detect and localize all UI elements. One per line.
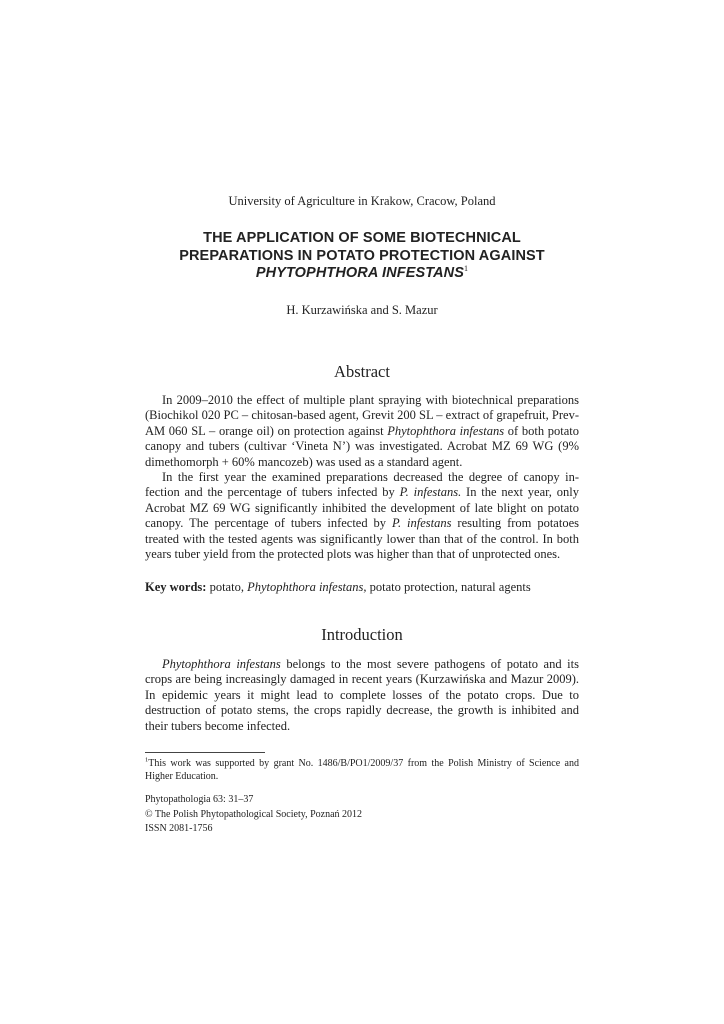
footnote-divider — [145, 752, 265, 753]
introduction-paragraph-1 — [145, 657, 579, 734]
introduction-body — [145, 657, 579, 734]
abstract-paragraph-1 — [145, 393, 579, 470]
issn-line: ISSN 2081-1756 — [145, 823, 213, 834]
introduction-species: Phytophthora infestans — [162, 657, 281, 671]
title-line-3 — [110, 265, 614, 283]
title-line-1: THE APPLICATION OF SOME BIOTECHNICAL — [203, 230, 521, 246]
keywords-label: Key words: — [145, 580, 207, 594]
abstract-p2-text-a: In the first year the examined preparations decreased the degree of canopy infection and the percentage of tubers infected by — [145, 470, 579, 500]
abstract-p2-species-2: P. infestans — [391, 516, 452, 531]
paper-title — [110, 230, 614, 283]
footnote — [145, 757, 579, 783]
keywords — [145, 580, 579, 595]
keywords-text-a: potato, — [206, 580, 248, 594]
footnote-text: This work was supported by grant No. 1486/B/PO1/2009/37 from the Polish Ministry of Science and Higher Education. — [145, 758, 579, 782]
copyright-line: © The Polish Phytopathological Society, Poznań 2012 — [145, 808, 363, 820]
title-line-2: PREPARATIONS IN POTATO PROTECTION AGAINST — [179, 247, 545, 264]
abstract-paragraph-2 — [145, 470, 579, 562]
keywords-species: Phytophthora infestans, — [247, 580, 367, 594]
journal-citation: Phytopathologia 63: 31–37 — [145, 794, 254, 805]
affiliation: University of Agriculture in Krakow, Cracow, Poland — [228, 194, 496, 208]
footnote-mark: 1 — [145, 756, 149, 764]
abstract-p2-text-c: In the next year, only Acrobat MZ 69 WG significantly inhibited the development of late blight on potato canopy. The percentage of tubers infected by — [145, 485, 579, 531]
abstract-p1-text-c: of both potato canopy and tubers (cultivar ‘Vineta N’) was investigated. Acrobat MZ 69 WG (9% dimethomorph + 60% mancozeb) was used as a standard agent. — [145, 423, 579, 469]
abstract-heading: Abstract — [334, 362, 390, 381]
title-footnote-mark: 1 — [464, 264, 469, 274]
abstract-p1-text-a: In 2009–2010 the effect of multiple plant spraying with biotechnical preparations (Biochikol 020 PC – chitosan-based agent, Grevit 200 SL – extract of grapefruit, Prev-AM 060 SL – orange oil) on protection against — [145, 393, 579, 438]
keywords-text-c: potato protection, natural agents — [366, 580, 531, 594]
introduction-heading: Introduction — [321, 625, 403, 644]
abstract-p2-text-e: resulting from potatoes treated with the tested agents was significantly lower than that of the control. In both years tuber yield from the protected plots was higher than that of unprotected ones. — [145, 516, 579, 562]
abstract-p1-species: Phytophthora infestans — [387, 423, 505, 438]
abstract-p2-species-1: P. infestans. — [399, 485, 462, 500]
authors: H. Kurzawińska and S. Mazur — [286, 303, 438, 317]
introduction-text: belongs to the most severe pathogens of potato and its crops are being increasingly damaged in recent years (Kurzawińska and Mazur 2009). In epidemic years it might lead to complete losses of the potato crops. Due to destruction of potato stems, the crops rapidly decrease, the growth is inhibited and their tubers become infected. — [145, 657, 579, 733]
abstract-body — [145, 393, 579, 562]
publication-info — [145, 793, 579, 837]
title-species-name: PHYTOPHTHORA INFESTANS — [255, 265, 465, 281]
